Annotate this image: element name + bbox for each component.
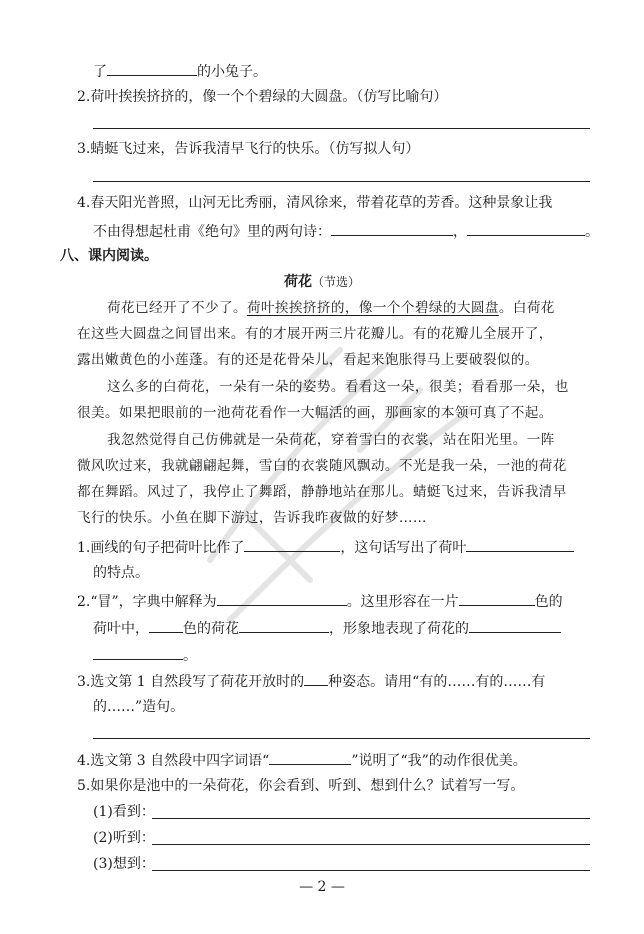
answer-line[interactable] (152, 818, 590, 819)
question-number: 1. (77, 540, 91, 556)
question-3 (77, 139, 419, 159)
question-text: ，形象地表现了荷花的 (329, 621, 469, 637)
answer-line[interactable] (93, 128, 590, 129)
question-text: 如果你是池中的一朵荷花，你会看到、听到、想到什么？试着写一写。 (90, 778, 525, 794)
passage-line: 微风吹过来，我就翩翩起舞，雪白的衣裳随风飘动。不光是我一朵，一池的荷花 (77, 458, 567, 474)
answer-blank[interactable] (244, 536, 340, 552)
answer-blank[interactable] (459, 590, 535, 606)
reading-question-1-line-2: 的特点。 (93, 565, 149, 581)
passage-line: 在这些大圆盘之间冒出来。有的才展开两三片花瓣儿。有的花瓣儿全展开了， (77, 326, 553, 342)
answer-blank[interactable] (107, 60, 197, 76)
prev-question-prefix: 了 (93, 64, 107, 80)
answer-line[interactable] (93, 181, 590, 182)
answer-blank[interactable] (466, 536, 574, 552)
question-text: ”说明了“我”的动作很优美。 (351, 753, 527, 769)
question-number: 3. (77, 141, 91, 157)
question-text: 荷叶中， (93, 621, 149, 637)
underlined-sentence: 荷叶挨挨挤挤的，像一个个碧绿的大圆盘 (246, 300, 499, 316)
passage-title-text: 荷花 (283, 274, 312, 290)
reading-question-3 (77, 670, 545, 692)
answer-blank[interactable] (269, 749, 351, 765)
question-2 (77, 87, 447, 107)
reading-question-1 (77, 536, 574, 558)
answer-line[interactable] (152, 870, 590, 871)
question-text: 种姿态。请用“有的……有的……有 (328, 674, 546, 690)
answer-item-hear: (2)听到： (93, 830, 155, 846)
passage-line: 飞行的快乐。小鱼在脚下游过，告诉我昨夜做的好梦…… (77, 510, 427, 526)
reading-question-5 (77, 776, 524, 796)
punctuation: 。 (585, 224, 599, 240)
passage-line: 我忽然觉得自己仿佛就是一朵荷花，穿着雪白的衣裳，站在阳光里。一阵 (107, 432, 555, 448)
reading-question-2-line-2 (93, 617, 561, 639)
answer-blank[interactable] (93, 644, 183, 660)
question-4 (77, 193, 552, 213)
question-text: 选文第 1 自然段写了荷花开放时的 (90, 674, 305, 690)
answer-blank[interactable] (467, 220, 585, 236)
passage-subtitle: （节选） (311, 275, 360, 289)
passage-line: 很美。如果把眼前的一池荷花看作一大幅活的画，那画家的本领可真了不起。 (77, 405, 553, 421)
question-text: 不由得想起杜甫《绝句》里的两句诗： (93, 224, 331, 240)
question-text: 色的荷花 (183, 621, 239, 637)
question-text: “冒”，字典中解释为 (90, 594, 217, 610)
question-number: 3. (77, 674, 91, 690)
punctuation: ， (453, 224, 467, 240)
answer-blank[interactable] (239, 617, 329, 633)
answer-blank[interactable] (331, 220, 453, 236)
answer-line[interactable] (93, 738, 590, 739)
question-text: ，这句话写出了荷叶 (340, 540, 467, 556)
question-text: 色的 (534, 594, 563, 610)
passage-text: 荷花已经开了不少了。 (107, 300, 247, 316)
question-number: 2. (77, 89, 91, 105)
question-4-line-2 (93, 220, 599, 242)
answer-blank[interactable] (149, 617, 183, 633)
question-text: 画线的句子把荷叶比作了 (90, 540, 245, 556)
answer-item-see: (1)看到： (93, 804, 155, 820)
passage-line: 露出嫩黄色的小莲蓬。有的还是花骨朵儿，看起来饱胀得马上要破裂似的。 (77, 352, 539, 368)
answer-blank[interactable] (217, 590, 347, 606)
passage-title (0, 272, 644, 292)
section-title: 八、课内阅读。 (60, 248, 158, 264)
passage-line: 这么多的白荷花，一朵有一朵的姿势。看看这一朵，很美；看看那一朵，也 (107, 379, 569, 395)
prev-question-tail (93, 60, 267, 82)
reading-question-3-line-2: 的……”造句。 (93, 699, 185, 715)
question-text: 蜻蜓飞过来，告诉我清早飞行的快乐。（仿写拟人句） (90, 141, 420, 157)
reading-question-4 (77, 749, 527, 771)
answer-blank[interactable] (469, 617, 561, 633)
passage-text: 。白荷花 (498, 300, 555, 316)
question-number: 4. (77, 753, 91, 769)
question-number: 4. (77, 195, 91, 211)
reading-question-2 (77, 590, 563, 612)
question-text: 荷叶挨挨挤挤的，像一个个碧绿的大圆盘。（仿写比喻句） (90, 89, 448, 105)
question-text: 春天阳光普照，山河无比秀丽，清风徐来，带着花草的芳香。这种景象让我 (90, 195, 553, 211)
answer-blank[interactable] (304, 670, 328, 686)
question-text: 选文第 3 自然段中四字词语“ (90, 753, 270, 769)
question-number: 2. (77, 594, 91, 610)
question-number: 5. (77, 778, 91, 794)
answer-line[interactable] (152, 844, 590, 845)
question-text: 。这里形容在一片 (346, 594, 459, 610)
page-number: — 2 — (299, 879, 345, 895)
answer-item-think: (3)想到： (93, 856, 155, 872)
reading-question-2-line-3 (93, 644, 197, 666)
passage-line (107, 298, 555, 318)
passage-line: 都在舞蹈。风过了，我停止了舞蹈，静静地站在那儿。蜻蜓飞过来，告诉我清早 (77, 484, 567, 500)
prev-question-suffix: 的小兔子。 (197, 64, 267, 80)
punctuation: 。 (183, 648, 197, 664)
